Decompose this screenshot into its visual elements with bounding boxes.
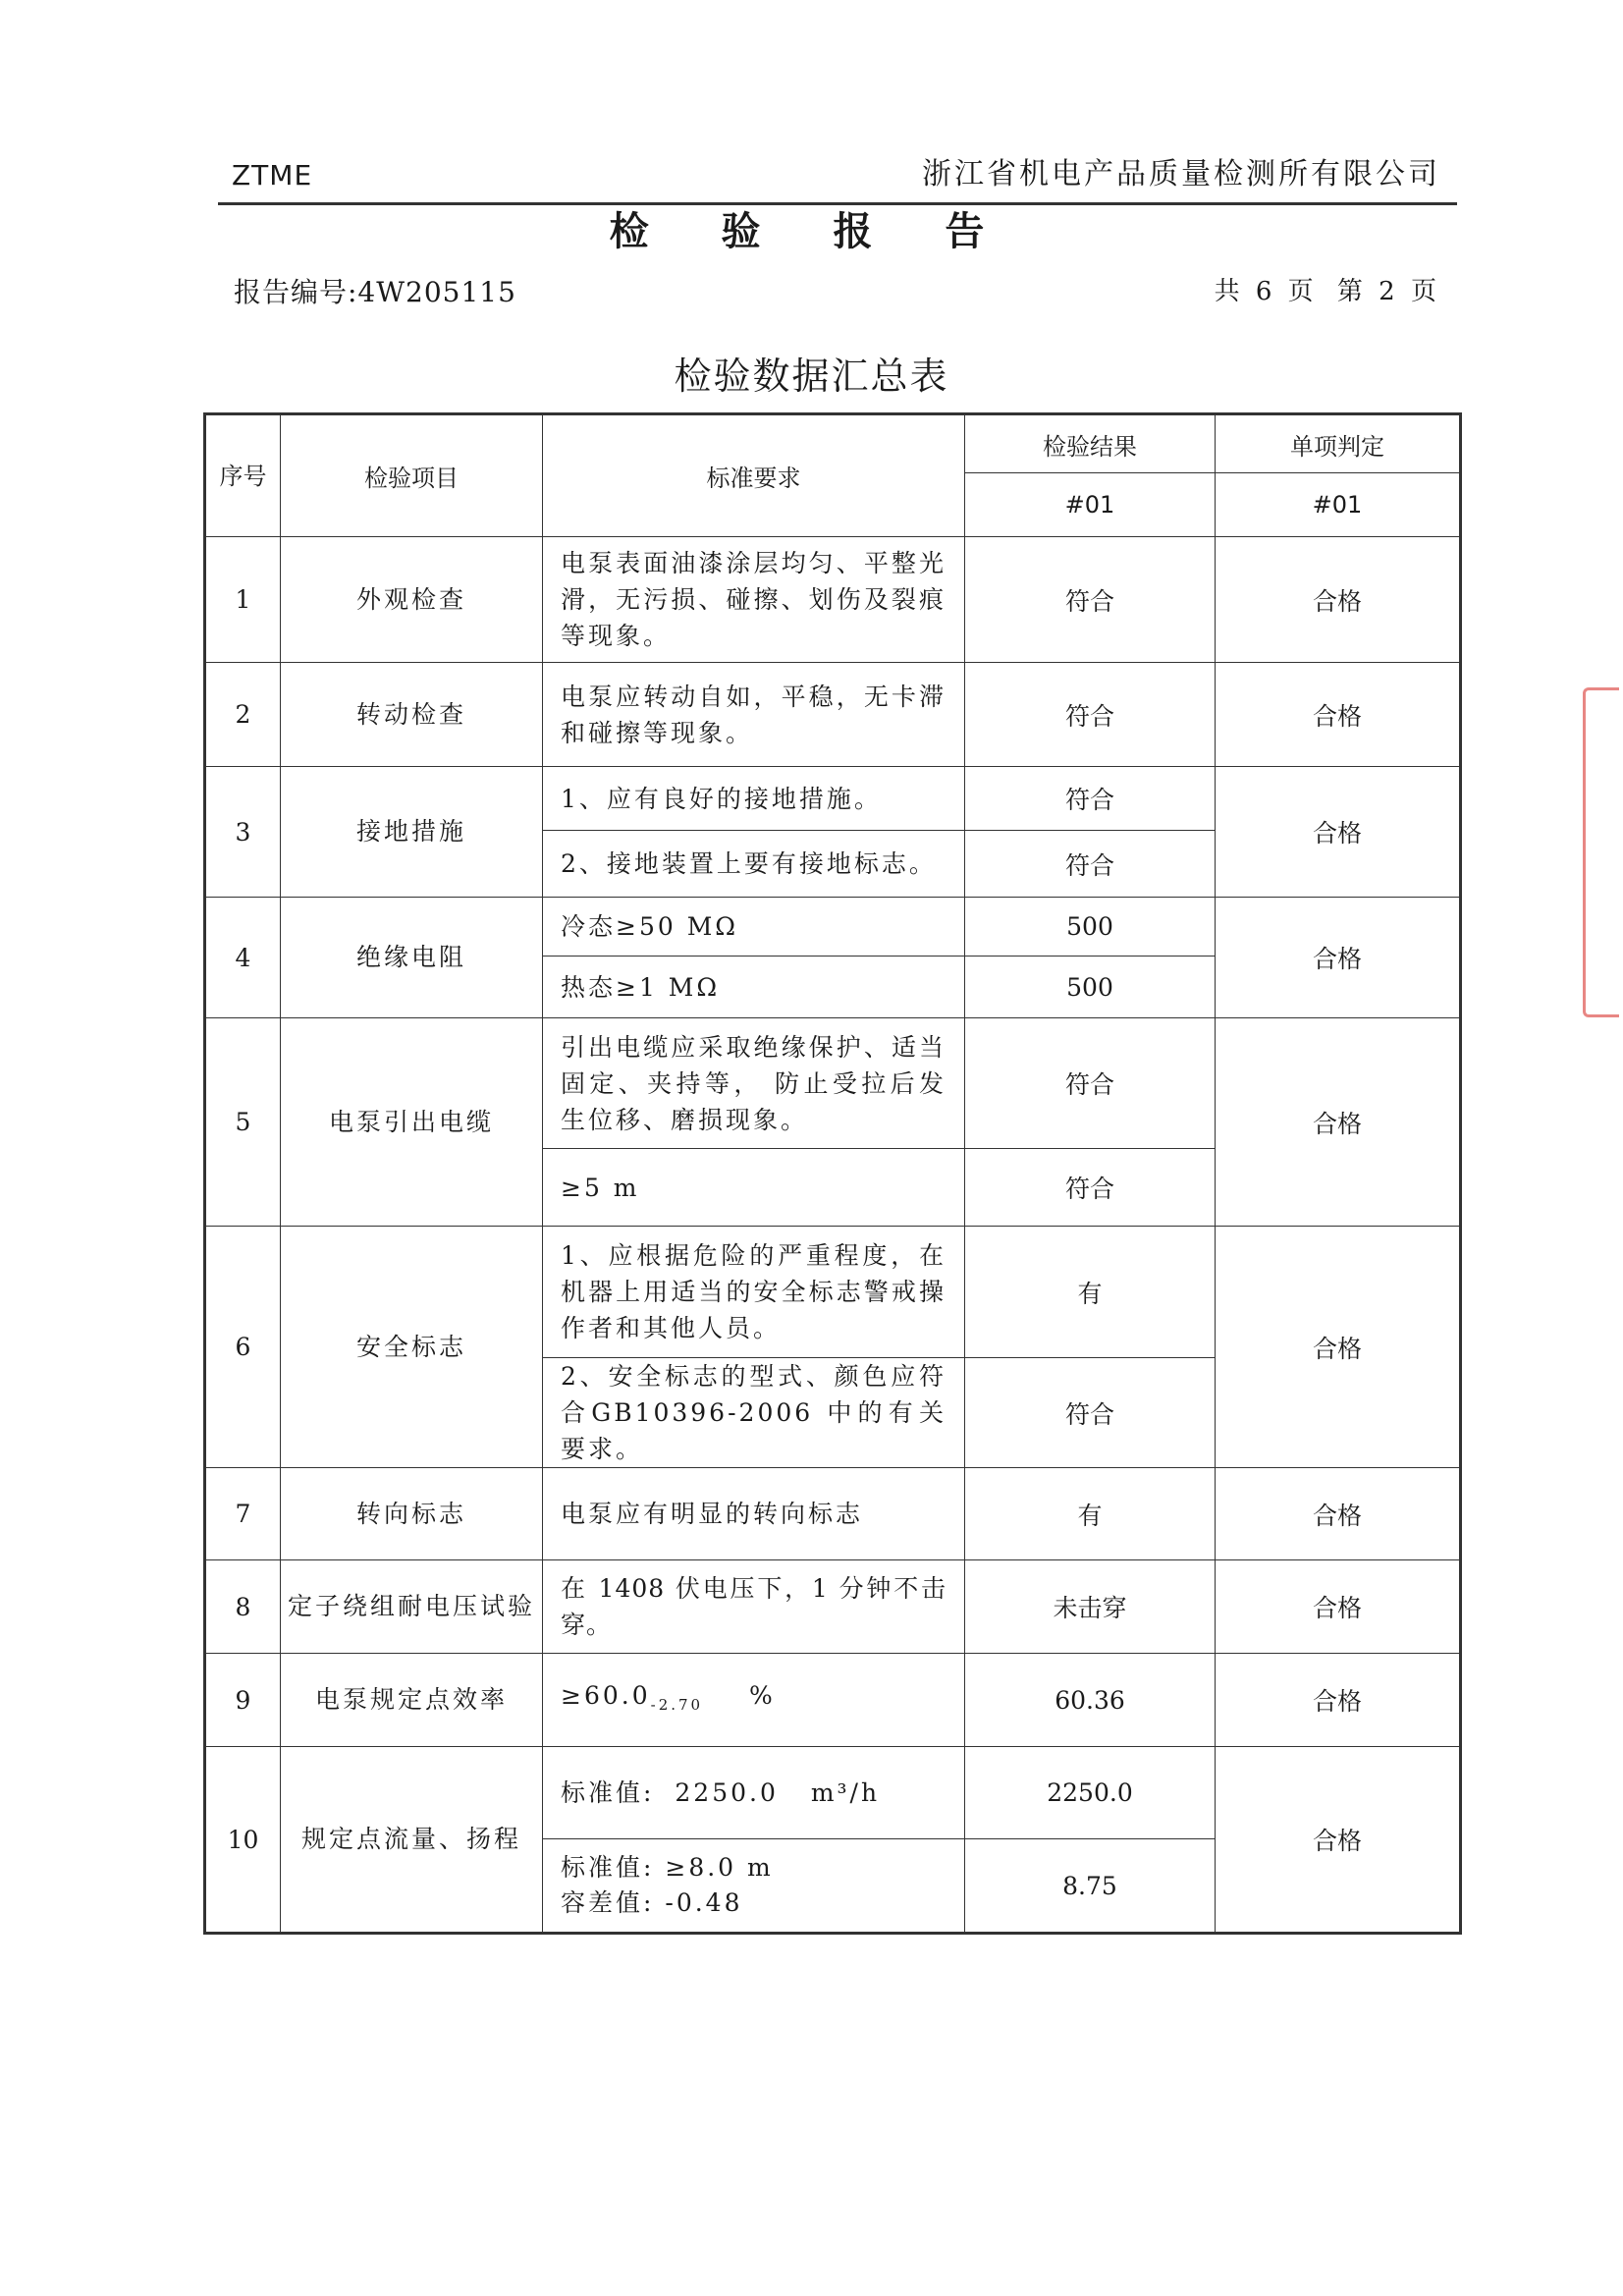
row-standard-b: 2、接地装置上要有接地标志。 [543,831,965,898]
row-result: 符合 [965,537,1216,663]
table-row [205,1468,1461,1560]
head-standard: 标准值: ≥8.0 m [561,1853,774,1882]
header-sample-judgement: #01 [1216,473,1461,537]
table-row [205,1747,1461,1839]
row-standard [543,1654,965,1747]
row-standard: 电泵表面油漆涂层均匀、平整光滑，无污损、碰擦、划伤及裂痕等现象。 [543,537,965,663]
row-item: 安全标志 [281,1227,543,1468]
header-result: 检验结果 [965,414,1216,473]
table-row [205,1018,1461,1149]
row-item: 绝缘电阻 [281,898,543,1018]
flow-label: 标准值: [561,1778,655,1807]
flow-unit: m³/h [810,1778,881,1807]
row-result: 符合 [965,663,1216,767]
row-standard-a: 冷态≥50 MΩ [543,898,965,957]
table-row [205,663,1461,767]
row-result: 未击穿 [965,1560,1216,1654]
row-seq: 7 [205,1468,281,1560]
row-seq: 9 [205,1654,281,1747]
row-judgement: 合格 [1216,1747,1461,1934]
row-result: 60.36 [965,1654,1216,1747]
row-result-a: 2250.0 [965,1747,1216,1839]
row-item: 规定点流量、扬程 [281,1747,543,1934]
document-title: 检 验 报 告 [609,208,1014,254]
efficiency-unit: % [749,1680,776,1710]
row-seq: 5 [205,1018,281,1227]
row-judgement: 合格 [1216,1227,1461,1468]
row-standard-a: 1、应有良好的接地措施。 [543,767,965,831]
row-standard-a: 引出电缆应采取绝缘保护、适当固定、夹持等， 防止受拉后发生位移、磨损现象。 [543,1018,965,1149]
row-standard-b [543,1839,965,1934]
row-standard: 电泵应有明显的转向标志 [543,1468,965,1560]
row-judgement: 合格 [1216,1654,1461,1747]
row-item: 转动检查 [281,663,543,767]
company-abbreviation: ZTME [232,159,313,191]
row-judgement: 合格 [1216,663,1461,767]
flow-value: 2250.0 [675,1778,779,1807]
row-item: 电泵规定点效率 [281,1654,543,1747]
company-name: 浙江省机电产品质量检测所有限公司 [922,157,1440,191]
efficiency-tolerance: -2.70 [650,1695,704,1714]
row-judgement: 合格 [1216,898,1461,1018]
table-row [205,1560,1461,1654]
header-seq: 序号 [205,414,281,537]
row-standard-b: ≥5 m [543,1149,965,1227]
row-seq: 3 [205,767,281,898]
table-row [205,767,1461,831]
row-standard-b: 2、安全标志的型式、颜色应符合GB10396-2006 中的有关要求。 [543,1358,965,1468]
row-seq: 2 [205,663,281,767]
row-standard-b: 热态≥1 MΩ [543,957,965,1018]
row-result-b: 符合 [965,1149,1216,1227]
row-item: 外观检查 [281,537,543,663]
header-item: 检验项目 [281,414,543,537]
row-seq: 1 [205,537,281,663]
row-result-b: 8.75 [965,1839,1216,1934]
row-judgement: 合格 [1216,537,1461,663]
report-number: 报告编号:4W205115 [234,276,516,308]
row-seq: 4 [205,898,281,1018]
row-item: 定子绕组耐电压试验 [281,1560,543,1654]
row-judgement: 合格 [1216,1560,1461,1654]
row-result-b: 500 [965,957,1216,1018]
table-title: 检验数据汇总表 [674,355,949,398]
header-sample-result: #01 [965,473,1216,537]
total-pages: 共 6 页 [1214,277,1314,306]
row-item: 转向标志 [281,1468,543,1560]
inspection-summary-table [203,412,1462,1935]
current-page: 第 2 页 [1336,277,1436,306]
head-tolerance: 容差值: -0.48 [561,1888,743,1917]
row-result-b: 符合 [965,831,1216,898]
row-result-a: 500 [965,898,1216,957]
table-row [205,898,1461,957]
table-row [205,537,1461,663]
row-judgement: 合格 [1216,1018,1461,1227]
row-seq: 10 [205,1747,281,1934]
row-item: 电泵引出电缆 [281,1018,543,1227]
row-standard: 在 1408 伏电压下，1 分钟不击穿。 [543,1560,965,1654]
red-stamp-fragment [1583,687,1619,1017]
row-seq: 6 [205,1227,281,1468]
row-item: 接地措施 [281,767,543,898]
header-standard: 标准要求 [543,414,965,537]
table-header-row [205,414,1461,473]
row-standard: 电泵应转动自如，平稳，无卡滞和碰擦等现象。 [543,663,965,767]
row-standard-a [543,1747,965,1839]
table-row [205,1227,1461,1358]
row-result-b: 符合 [965,1358,1216,1468]
row-standard-a: 1、应根据危险的严重程度，在机器上用适当的安全标志警戒操作者和其他人员。 [543,1227,965,1358]
header-judgement: 单项判定 [1216,414,1461,473]
efficiency-min: ≥60.0 [561,1680,651,1710]
row-seq: 8 [205,1560,281,1654]
row-result-a: 有 [965,1227,1216,1358]
row-judgement: 合格 [1216,1468,1461,1560]
row-result-a: 符合 [965,1018,1216,1149]
row-judgement: 合格 [1216,767,1461,898]
page-info [1207,271,1436,307]
row-result-a: 符合 [965,767,1216,831]
row-result: 有 [965,1468,1216,1560]
table-row [205,1654,1461,1747]
